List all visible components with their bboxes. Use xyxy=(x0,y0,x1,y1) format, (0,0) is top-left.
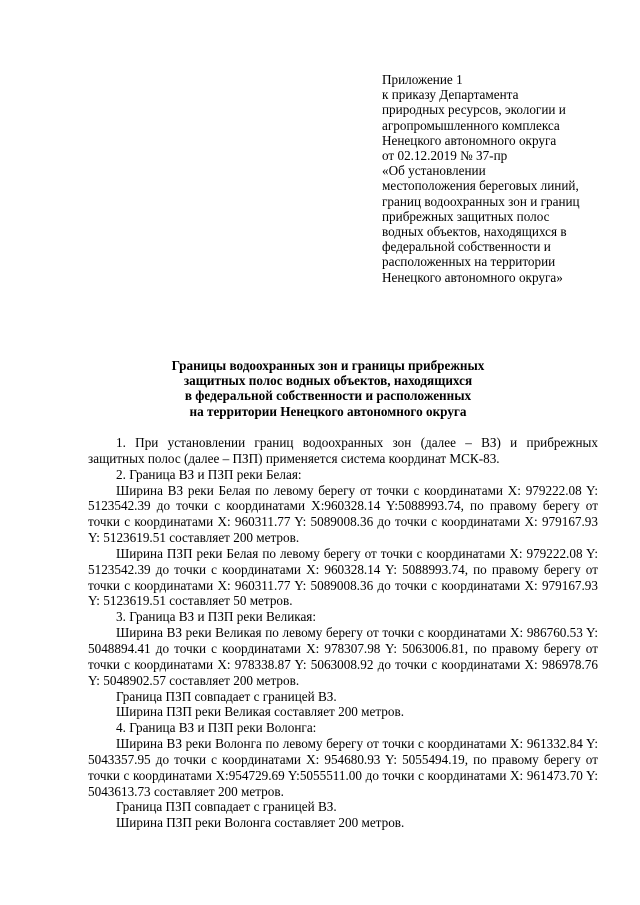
annex-line: границ водоохранных зон и границ xyxy=(382,193,580,209)
paragraph-volonga-vz: Ширина ВЗ реки Волонга по левому берегу от точки с координатами X: 961332.84 Y: 5043357.95 до точки с координатами X: 954680.93 Y: 5055494.19, по правому берегу от точки с координатами X:954729.69 Y:5055511.00 до точки с координатами X: 961473.70 Y: 5043613.73 составляет 200 метров. xyxy=(88,736,598,799)
annex-header xyxy=(382,72,614,285)
annex-line: водных объектов, находящихся в xyxy=(382,224,567,240)
annex-line: Приложение 1 xyxy=(382,72,463,87)
paragraph-volonga-pzp-boundary: Граница ПЗП совпадает с границей ВЗ. xyxy=(116,799,337,815)
annex-line: местоположения береговых линий, xyxy=(382,178,579,194)
title-line: Границы водоохранных зон и границы прибрежных xyxy=(171,358,485,373)
annex-line: Ненецкого автономного округа» xyxy=(382,269,563,285)
paragraph-volonga-pzp-width: Ширина ПЗП реки Волонга составляет 200 метров. xyxy=(116,815,405,831)
section-heading-volonga: 4. Граница ВЗ и ПЗП реки Волонга: xyxy=(116,720,317,736)
paragraph-velikaya-vz: Ширина ВЗ реки Великая по левому берегу от точки с координатами X: 986760.53 Y: 5048894.41 до точки с координатами X: 978307.98 Y: 5063006.81, по правому берегу от точки с координатами X: 978338.87 Y: 5063008.92 до точки с координатами X: 986978.76 Y: 5048902.57 составляет 200 метров. xyxy=(88,625,598,688)
paragraph-velikaya-pzp-boundary: Граница ПЗП совпадает с границей ВЗ. xyxy=(116,688,337,704)
paragraph-coordinate-system: 1. При установлении границ водоохранных зон (далее – ВЗ) и прибрежных защитных полос (далее – ПЗП) применяется система координат МСК-83. xyxy=(88,435,598,466)
annex-line: «Об установлении xyxy=(382,163,486,179)
annex-line: к приказу Департамента xyxy=(382,87,519,103)
annex-line: агропромышленного комплекса xyxy=(382,117,560,133)
annex-line: Ненецкого автономного округа xyxy=(382,132,557,148)
annex-line: прибрежных защитных полос xyxy=(382,208,550,224)
title-line: защитных полос водных объектов, находящихся xyxy=(183,373,473,389)
paragraph-velikaya-pzp-width: Ширина ПЗП реки Великая составляет 200 метров. xyxy=(116,704,405,720)
paragraph-belaya-pzp: Ширина ПЗП реки Белая по левому берегу от точки с координатами X: 979222.08 Y: 5123542.39 до точки с координатами X: 960328.14 Y: 5088993.74, по правому берегу от точки с координатами X: 960311.77 Y: 5089008.36 до точки с координатами X: 979167.93 Y: 5123619.51 составляет 50 метров. xyxy=(88,545,598,609)
document-body xyxy=(88,435,598,831)
title-line: на территории Ненецкого автономного округа xyxy=(189,403,467,419)
annex-line: федеральной собственности и xyxy=(382,239,551,255)
annex-line: расположенных на территории xyxy=(382,254,556,270)
annex-line: природных ресурсов, экологии и xyxy=(382,102,566,118)
annex-line: от 02.12.2019 № 37-пр xyxy=(382,148,508,164)
title-line: в федеральной собственности и расположенных xyxy=(184,388,472,404)
paragraph-belaya-vz: Ширина ВЗ реки Белая по левому берегу от точки с координатами X: 979222.08 Y: 5123542.39 до точки с координатами X:960328.14 Y:5088993.74, по правому берегу от точки с координатами X: 960311.77 Y: 5089008.36 до точки с координатами X: 979167.93 Y: 5123619.51 составляет 200 метров. xyxy=(88,482,598,546)
section-heading-velikaya: 3. Граница ВЗ и ПЗП реки Великая: xyxy=(116,609,317,625)
document-title xyxy=(88,358,568,419)
section-heading-belaya: 2. Граница ВЗ и ПЗП реки Белая: xyxy=(116,466,302,482)
